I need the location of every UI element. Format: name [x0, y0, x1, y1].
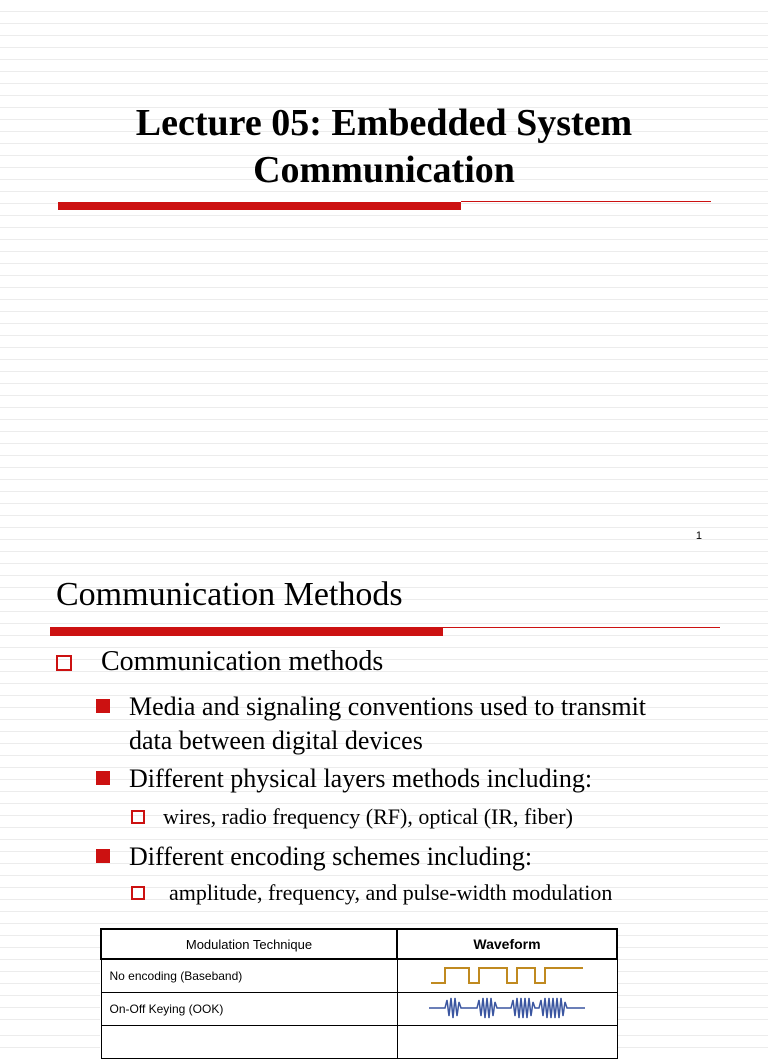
table-cell-waveform [397, 1026, 617, 1059]
filled-square-bullet-icon [96, 849, 110, 863]
table-header-technique: Modulation Technique [101, 929, 397, 959]
table-cell-technique: On-Off Keying (OOK) [101, 993, 397, 1026]
bullet-text-line2: data between digital devices [129, 726, 423, 755]
filled-square-bullet-icon [96, 771, 110, 785]
lecture-title-line1: Lecture 05: Embedded System [135, 102, 633, 144]
bullet-text: Different encoding schemes including: [129, 842, 533, 871]
sub-bullet-text: amplitude, frequency, and pulse-width modulation [169, 880, 613, 905]
table-row [101, 959, 617, 993]
table-cell-technique [101, 1026, 397, 1059]
table-header-row [101, 929, 617, 959]
title-underline-thick [58, 202, 461, 210]
content-slide [0, 560, 768, 1024]
table-row [101, 1026, 617, 1059]
hollow-square-bullet-icon [131, 886, 145, 900]
ook-waveform-graphic [427, 994, 587, 1022]
hollow-square-bullet-icon [56, 655, 72, 671]
lecture-title-line2: Communication [253, 149, 515, 191]
slide-title-underline-thick [50, 627, 443, 636]
bullet-text-line1: Media and signaling conventions used to transmit [129, 692, 647, 721]
bullet-text: Different physical layers methods including: [129, 764, 593, 793]
table-cell-technique: No encoding (Baseband) [101, 959, 397, 993]
hollow-square-bullet-icon [131, 810, 145, 824]
bullet-text: Communication methods [101, 646, 384, 677]
sub-bullet-text: wires, radio frequency (RF), optical (IR, fiber) [163, 804, 573, 829]
baseband-waveform-graphic [427, 962, 587, 988]
page-number: 1 [695, 530, 702, 542]
bullet-text [129, 690, 689, 758]
filled-square-bullet-icon [96, 699, 110, 713]
table-header-waveform: Waveform [397, 929, 617, 959]
title-underline-thin [461, 201, 711, 202]
slide-title: Communication Methods [56, 576, 403, 613]
modulation-table [100, 928, 618, 1059]
ook-waveform [397, 993, 617, 1026]
slide-title-underline-thin [443, 627, 720, 628]
baseband-waveform [397, 959, 617, 993]
lecture-title [0, 100, 768, 194]
table-row [101, 993, 617, 1026]
